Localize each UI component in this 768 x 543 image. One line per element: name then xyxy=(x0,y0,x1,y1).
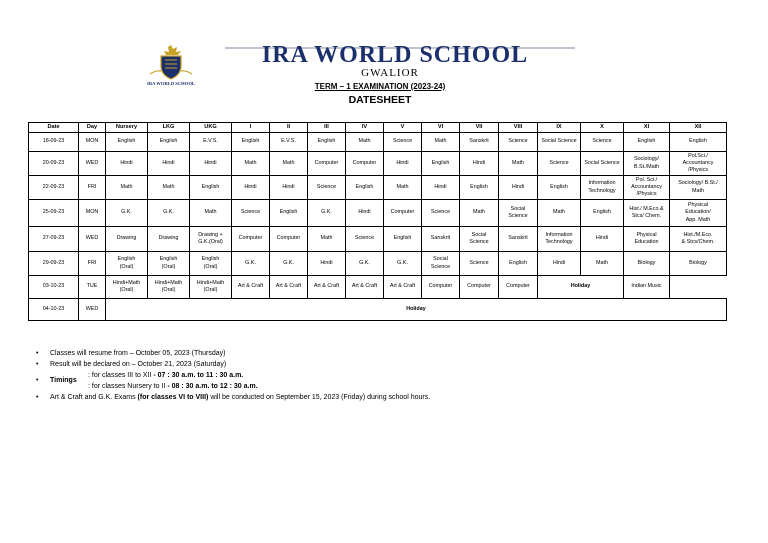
subject-cell: Indian Music xyxy=(624,276,670,299)
date-cell: 03-10-23 xyxy=(29,276,79,299)
subject-cell: Hist./ M.Eco.& Stcs/ Chem. xyxy=(624,200,670,227)
subject-cell: Sanskrit xyxy=(422,227,460,252)
subject-cell: Math xyxy=(538,200,581,227)
subject-cell: Sanskrit xyxy=(499,227,538,252)
subject-cell: Science xyxy=(538,152,581,176)
subject-cell: English xyxy=(190,176,232,200)
subject-cell: Math xyxy=(232,152,270,176)
column-header: IV xyxy=(346,123,384,133)
subject-cell: Art & Craft xyxy=(346,276,384,299)
subject-cell: Physical Education xyxy=(624,227,670,252)
timing-line-senior xyxy=(88,370,243,381)
subject-cell: Math xyxy=(422,133,460,152)
subject-cell: Hindi+Math (Oral) xyxy=(106,276,148,299)
subject-cell: G.K. xyxy=(346,252,384,276)
table-row xyxy=(29,252,727,276)
subject-cell: Hindi xyxy=(422,176,460,200)
subject-cell: Information Technology xyxy=(538,227,581,252)
subject-cell: Drawing xyxy=(106,227,148,252)
subject-cell: Hindi xyxy=(499,176,538,200)
subject-cell: English xyxy=(581,200,624,227)
subject-cell: Math xyxy=(308,227,346,252)
column-header: VII xyxy=(460,123,499,133)
subject-cell: Science xyxy=(422,200,460,227)
subject-cell: Computer xyxy=(346,152,384,176)
city-name: GWALIOR xyxy=(361,67,419,79)
subject-cell: English xyxy=(346,176,384,200)
date-cell: 29-09-23 xyxy=(29,252,79,276)
subject-cell: English xyxy=(499,252,538,276)
subject-cell: Hindi xyxy=(106,152,148,176)
subject-cell: English xyxy=(232,133,270,152)
bullet-icon: • xyxy=(36,377,39,384)
note-part: Art & Craft and G.K. Exams xyxy=(50,394,136,401)
subject-cell: Math xyxy=(190,200,232,227)
subject-cell: Computer xyxy=(270,227,308,252)
subject-cell: Hindi+Math (Oral) xyxy=(190,276,232,299)
subject-cell: G.K. xyxy=(232,252,270,276)
subject-cell: Social Science xyxy=(581,152,624,176)
school-name: IRA WORLD SCHOOL xyxy=(261,42,529,68)
note-text: Classes will resume from – October 05, 2023 (Thursday) xyxy=(50,350,226,357)
subject-cell: Computer xyxy=(460,276,499,299)
date-cell: 18-09-23 xyxy=(29,133,79,152)
datesheet-title: DATESHEET xyxy=(348,94,412,106)
subject-cell: E.V.S. xyxy=(270,133,308,152)
subject-cell: English xyxy=(384,227,422,252)
day-cell: WED xyxy=(79,299,106,321)
subject-cell: Sociology/ B.St./Math xyxy=(624,152,670,176)
subject-cell: English (Oral) xyxy=(148,252,190,276)
subject-cell: Drawing xyxy=(148,227,190,252)
bullet-icon: • xyxy=(36,350,39,357)
exam-term: TERM – 1 EXAMINATION (2023-24) xyxy=(314,82,446,91)
note-resume xyxy=(36,348,736,359)
table-row xyxy=(29,227,727,252)
subject-cell: Hindi xyxy=(190,152,232,176)
subject-cell: English xyxy=(624,133,670,152)
subject-cell: Hindi xyxy=(538,252,581,276)
subject-cell: Hindi xyxy=(346,200,384,227)
note-part: will be conducted on September 15, 2023 (Friday) during school hours. xyxy=(210,394,431,401)
subject-cell: Social Science xyxy=(538,133,581,152)
holiday-cell: Holiday xyxy=(538,276,624,299)
subject-cell: English (Oral) xyxy=(106,252,148,276)
holiday-cell: Holiday xyxy=(106,299,727,321)
note-timings xyxy=(36,370,736,392)
subject-cell: Sociology/ B.St./ Math xyxy=(670,176,727,200)
subject-cell: Social Science xyxy=(422,252,460,276)
crest-caption: IRA WORLD SCHOOL xyxy=(147,81,195,86)
subject-cell: Physical Education/ App. Math xyxy=(670,200,727,227)
column-header: UKG xyxy=(190,123,232,133)
subject-cell: Art & Craft xyxy=(308,276,346,299)
column-header: I xyxy=(232,123,270,133)
subject-cell: G.K. xyxy=(384,252,422,276)
subject-cell: Hindi xyxy=(581,227,624,252)
header-row xyxy=(29,123,727,133)
day-cell: FRI xyxy=(79,176,106,200)
timing-classes: : for classes III to XII xyxy=(88,372,152,379)
column-header: II xyxy=(270,123,308,133)
note-bold-part: (for classes VI to VIII) xyxy=(137,394,209,401)
date-cell: 27-09-23 xyxy=(29,227,79,252)
subject-cell: Computer xyxy=(499,276,538,299)
subject-cell: Science xyxy=(346,227,384,252)
subject-cell: Hindi xyxy=(148,152,190,176)
notes-section xyxy=(36,348,736,403)
note-result xyxy=(36,359,736,370)
column-header: Nursery xyxy=(106,123,148,133)
date-cell: 04-10-23 xyxy=(29,299,79,321)
table-row xyxy=(29,200,727,227)
column-header: Date xyxy=(29,123,79,133)
subject-cell: Math xyxy=(346,133,384,152)
day-cell: FRI xyxy=(79,252,106,276)
subject-cell: Computer xyxy=(232,227,270,252)
subject-cell: Hindi xyxy=(384,152,422,176)
table-row xyxy=(29,176,727,200)
subject-cell: Drawing + G.K.(Oral) xyxy=(190,227,232,252)
subject-cell: English xyxy=(670,133,727,152)
subject-cell: Art & Craft xyxy=(384,276,422,299)
day-cell: WED xyxy=(79,152,106,176)
subject-cell: Science xyxy=(308,176,346,200)
subject-cell: Pol.Sci./ Accountancy /Physics xyxy=(670,152,727,176)
timing-hours: - 07 : 30 a.m. to 11 : 30 a.m. xyxy=(153,372,244,379)
subject-cell: Hist./M.Eco. & Stcs/Chem. xyxy=(670,227,727,252)
subject-cell: Biology xyxy=(670,252,727,276)
subject-cell: Science xyxy=(232,200,270,227)
subject-cell: Math xyxy=(148,176,190,200)
subject-cell: English xyxy=(106,133,148,152)
subject-cell: English xyxy=(538,176,581,200)
school-crest-logo xyxy=(146,44,196,88)
subject-cell: Math xyxy=(499,152,538,176)
day-cell: MON xyxy=(79,200,106,227)
subject-cell: Biology xyxy=(624,252,670,276)
day-cell: MON xyxy=(79,133,106,152)
table-row xyxy=(29,133,727,152)
column-header: IX xyxy=(538,123,581,133)
subject-cell: Hindi xyxy=(232,176,270,200)
subject-cell: Science xyxy=(581,133,624,152)
table-row xyxy=(29,299,727,321)
subject-cell: English xyxy=(460,176,499,200)
subject-cell: G.K. xyxy=(308,200,346,227)
date-cell: 22-09-23 xyxy=(29,176,79,200)
subject-cell: G.K. xyxy=(270,252,308,276)
subject-cell: Pol. Sci./ Accountancy /Physics xyxy=(624,176,670,200)
subject-cell: English xyxy=(308,133,346,152)
column-header: X xyxy=(581,123,624,133)
subject-cell: Sanskrit xyxy=(460,133,499,152)
subject-cell: G.K. xyxy=(106,200,148,227)
subject-cell: Math xyxy=(460,200,499,227)
table-row xyxy=(29,276,727,299)
column-header: VI xyxy=(422,123,460,133)
note-art-craft xyxy=(36,392,736,403)
note-text: Result will be declared on – October 21, 2023 (Saturday) xyxy=(50,361,227,368)
bullet-icon: • xyxy=(36,394,39,401)
column-header: III xyxy=(308,123,346,133)
timing-classes: : for classes Nursery to II xyxy=(88,383,166,390)
subject-cell: English xyxy=(422,152,460,176)
subject-cell: Social Science xyxy=(460,227,499,252)
subject-cell: G.K. xyxy=(148,200,190,227)
timing-line-junior xyxy=(88,381,258,392)
bullet-icon: • xyxy=(36,361,39,368)
column-header: XI xyxy=(624,123,670,133)
date-cell: 20-09-23 xyxy=(29,152,79,176)
subject-cell: English (Oral) xyxy=(190,252,232,276)
subject-cell: Science xyxy=(384,133,422,152)
table-row xyxy=(29,152,727,176)
column-header: LKG xyxy=(148,123,190,133)
subject-cell: Hindi xyxy=(270,176,308,200)
note-text xyxy=(50,392,430,403)
timings-label: Timings xyxy=(50,377,77,384)
subject-cell: Computer xyxy=(384,200,422,227)
column-header: V xyxy=(384,123,422,133)
subject-cell: E.V.S. xyxy=(190,133,232,152)
subject-cell: Computer xyxy=(422,276,460,299)
subject-cell: Computer xyxy=(308,152,346,176)
timing-hours: - 08 : 30 a.m. to 12 : 30 a.m. xyxy=(167,383,258,390)
datesheet-table xyxy=(28,122,727,321)
date-cell: 25-09-23 xyxy=(29,200,79,227)
column-header: XII xyxy=(670,123,727,133)
day-cell: TUE xyxy=(79,276,106,299)
subject-cell: Math xyxy=(384,176,422,200)
column-header: Day xyxy=(79,123,106,133)
subject-cell: Math xyxy=(106,176,148,200)
subject-cell: English xyxy=(270,200,308,227)
subject-cell: Social Science xyxy=(499,200,538,227)
subject-cell: Hindi xyxy=(308,252,346,276)
day-cell: WED xyxy=(79,227,106,252)
subject-cell: Science xyxy=(499,133,538,152)
subject-cell: Art & Craft xyxy=(270,276,308,299)
subject-cell: Art & Craft xyxy=(232,276,270,299)
subject-cell: Math xyxy=(581,252,624,276)
subject-cell: English xyxy=(148,133,190,152)
subject-cell: Information Technology xyxy=(581,176,624,200)
subject-cell: Hindi+Math (Oral) xyxy=(148,276,190,299)
subject-cell: Science xyxy=(460,252,499,276)
column-header: VIII xyxy=(499,123,538,133)
subject-cell: Math xyxy=(270,152,308,176)
subject-cell: Hindi xyxy=(460,152,499,176)
